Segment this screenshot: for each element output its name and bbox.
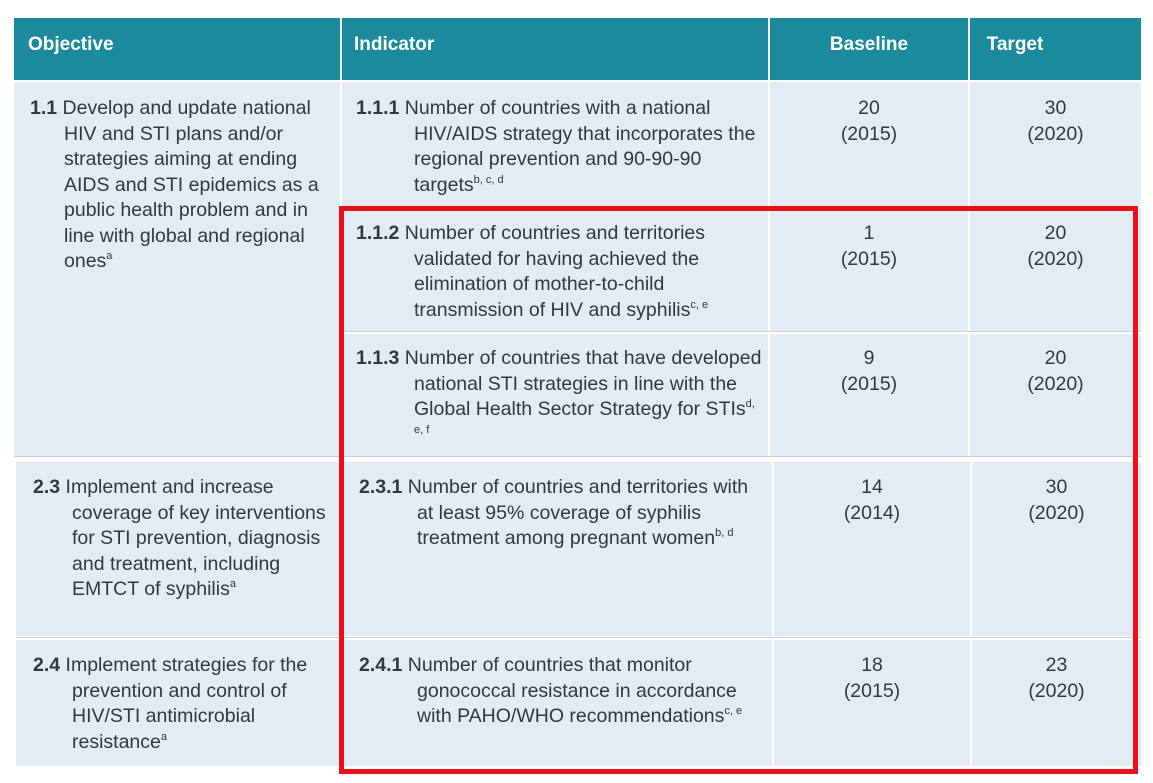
baseline-year: (2015) [840,122,898,145]
header-objective: Objective [28,34,114,55]
objective-text: Develop and update national HIV and STI plans and/or strategies aiming at ending AIDS and STI epidemics as a public health problem and in line with global and regional ones [62,97,319,272]
footnote-ref: a [106,250,113,262]
footnote-ref: b, c, d [473,173,504,186]
highlight-box [339,206,1138,774]
footnote-ref: b, d [715,527,734,539]
header-indicator: Indicator [354,34,435,55]
indicator-1-1-1 [356,96,764,198]
header-target: Target [986,34,1044,55]
indicator-number: 1.1.2 [356,222,400,244]
baseline-value: 18 [861,654,883,676]
footnote-ref: a [160,730,167,743]
indicator-text: Number of countries that monitor gonococcal resistance in accordance with PAHO/WHO recommendations [407,654,737,727]
target-value: 23 [1045,654,1068,676]
baseline-value: 20 [858,97,880,119]
baseline-year: (2015) [840,372,898,395]
baseline-1-1-1 [770,96,968,147]
indicator-text: Number of countries and territories with at least 95% coverage of syphilis treatment among pregnant women [407,476,749,549]
header-baseline: Baseline [829,34,909,55]
target-year: (2020) [1028,501,1085,524]
baseline-year: (2014) [843,501,901,524]
footnote-ref: c, e [724,705,743,717]
target-year: (2020) [1027,247,1084,270]
indicator-number: 1.1.1 [356,97,400,119]
baseline-year: (2015) [840,247,898,270]
footnote-ref: d, e, f [414,398,755,436]
target-value: 30 [1044,97,1067,119]
target-value: 20 [1044,347,1067,369]
objective-2-4 [33,653,333,755]
objective-2-3 [33,475,333,603]
target-year: (2020) [1027,372,1084,395]
baseline-value: 14 [861,476,883,498]
target-value: 20 [1044,222,1067,244]
target-1-1-1 [970,96,1141,147]
objective-text: Implement and increase coverage of key interventions for STI prevention, diagnosis and treatment, including EMTCT of syphilis [65,476,326,600]
target-year: (2020) [1028,679,1085,702]
objective-number: 2.3 [33,476,61,498]
header-divider [340,18,342,80]
footnote-ref: a [229,578,236,590]
indicator-number: 1.1.3 [356,347,400,369]
indicator-text: Number of countries that have developed national STI strategies in line with the Global Health Sector Strategy for STIs [404,347,762,420]
objective-number: 1.1 [30,97,58,119]
indicator-text: Number of countries with a national HIV/AIDS strategy that incorporates the regional prevention and 90-90-90 targets [404,97,756,196]
target-year: (2020) [1027,122,1084,145]
baseline-year: (2015) [843,679,901,702]
baseline-value: 1 [863,222,875,244]
indicator-text: Number of countries and territories validated for having achieved the elimination of mother-to-child transmission of HIV and syphilis [404,222,706,321]
indicator-number: 2.4.1 [359,654,403,676]
objective-text: Implement strategies for the prevention and control of HIV/STI antimicrobial resistance [65,654,308,753]
objective-1-1 [30,96,330,275]
footnote-ref: c, e [690,298,709,311]
target-value: 30 [1045,476,1068,498]
indicator-number: 2.3.1 [359,476,403,498]
objective-number: 2.4 [33,654,61,676]
baseline-value: 9 [863,347,875,369]
